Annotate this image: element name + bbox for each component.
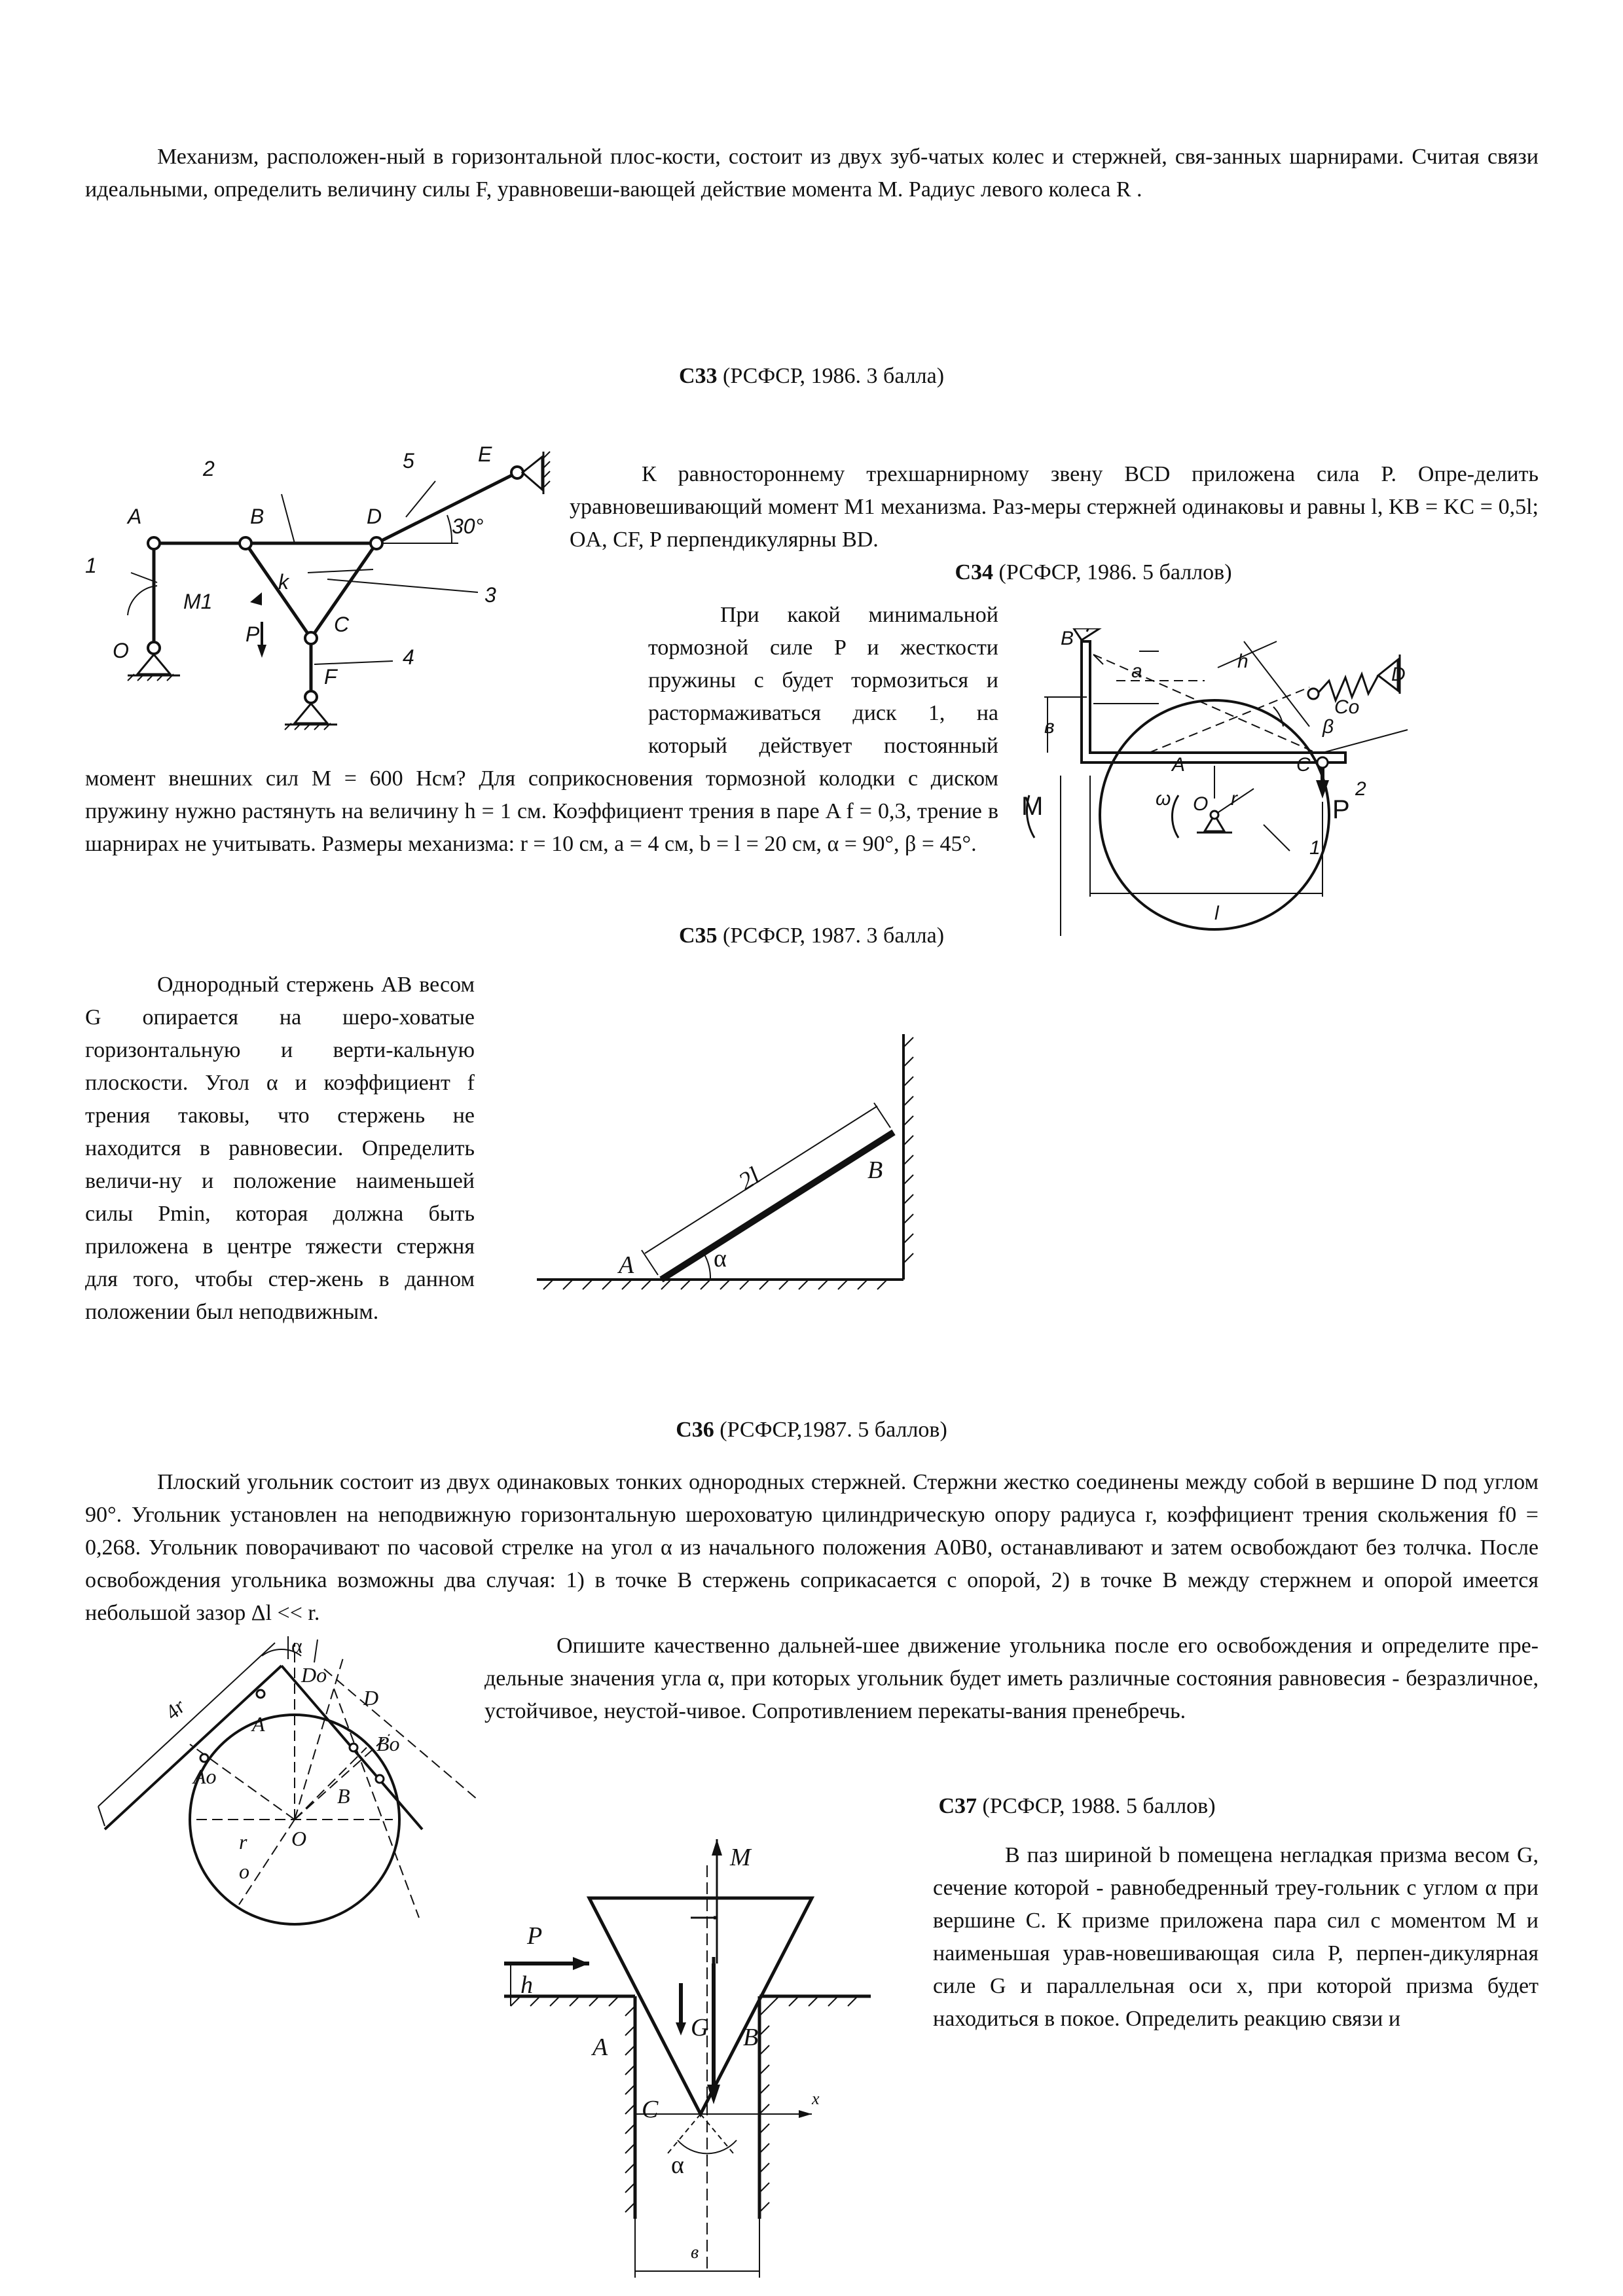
c34-label-M: M [1021, 792, 1044, 821]
c34-label-A: A [1172, 754, 1186, 776]
c35-label-B: B [867, 1157, 883, 1184]
c33-heading [0, 360, 1623, 393]
c34-label-2: 2 [1355, 778, 1366, 800]
c37-meta: (РСФСР, 1988. 5 баллов) [977, 1794, 1216, 1818]
c34-label-r: r [1231, 788, 1237, 810]
c35-paragraph: Однородный стержень AB весом G опирается на шеро-ховатые горизонтальную и верти-кальную плоскости. Угол α и коэффициент f трения таковы, что стержень не находится в равновесии. Определить величи-ну и положение наименьшей силы Pmin, которая должна быть приложена в центре тяжести стержня для того, чтобы стер-жень в данном положении был неподвижным. [85, 973, 475, 1324]
c33-label-P: P [246, 622, 260, 646]
intro-paragraph: Механизм, расположен-ный в горизонтальной плос-кости, состоит из двух зуб-чатых колес и стержней, свя-занных шарнирами. Считая связи идеальными, определить величину силы F, уравновеши-вающей действие момента M. Радиус левого колеса R . [85, 145, 1539, 202]
c37-label-x: x [812, 2089, 820, 2108]
c35-figure [524, 1021, 969, 1309]
c33-code: C33 [678, 364, 718, 388]
c36-label-A: A [252, 1712, 265, 1736]
c34-label-h: h [1237, 651, 1249, 672]
rod-left [105, 1666, 282, 1829]
c34-label-beta: β [1322, 716, 1334, 738]
c34-label-1: 1 [1309, 837, 1321, 859]
c37-label-M: M [730, 1844, 751, 1871]
c34-brake-diagram [1021, 628, 1440, 936]
c36-label-Bo: Bo [376, 1732, 400, 1755]
c34-label-C: C [1296, 754, 1311, 776]
c36-label-r: r [239, 1830, 247, 1854]
link-DE [376, 473, 517, 543]
c34-label-omega: ω [1156, 788, 1171, 810]
c36-label-O: O [291, 1827, 307, 1850]
c36-figure [92, 1630, 484, 1931]
c37-prism-diagram [491, 1826, 897, 2284]
c36-angle-diagram [92, 1630, 484, 1931]
prism [589, 1898, 812, 2114]
c37-code: C37 [938, 1794, 977, 1818]
c37-paragraph: В паз шириной b помещена негладкая призма весом G, сечение которой - равнобедренный треу-гольник с углом α при вершине C. К призме приложена пара сил с моментом M и наименьшая урав-новешивающая сила P, перпен-дикулярная силе G и параллельная оси x, при которой призма будет находиться в покое. Определить реакцию связи и [933, 1843, 1539, 2031]
c34-figure [1021, 628, 1440, 936]
c33-label-angle: 30° [452, 514, 484, 538]
c37-label-A: A [593, 2034, 608, 2061]
c34-heading [845, 556, 1342, 589]
c34-label-l: l [1214, 903, 1219, 924]
c33-label-k: k [278, 570, 289, 594]
c37-label-b: в [691, 2242, 699, 2263]
c33-label-A: A [128, 505, 142, 528]
c33-label-5: 5 [403, 449, 414, 473]
c35-code: C35 [678, 924, 718, 948]
c36-label-Ao: Ao [193, 1765, 217, 1788]
c35-heading [0, 920, 1623, 952]
c34-label-Co: Co [1334, 696, 1360, 718]
c36-label-length: 4r [160, 1694, 191, 1725]
c33-label-4: 4 [403, 645, 414, 669]
c34-paragraph-text: При какой минимальной тормозной силе P и жесткости пружины c будет тормозиться и растормаживаться диск 1, на который действует постоянный момент внешних сил M = 600 Нсм? Для соприкосновения тормозной колодки с диском пружину нужно растянуть на величину h = 1 см. Коэффициент трения в паре A f = 0,3, трение в шарнирах не учитывать. Размеры механизма: r = 10 см, a = 4 см, b = l = 20 см, α = 90°, β = 45°. [85, 603, 998, 856]
c36-code: C36 [676, 1418, 714, 1442]
c37-label-h: h [520, 1971, 533, 1999]
c33-label-B: B [250, 505, 264, 528]
c36-paragraph: Плоский угольник состоит из двух одинаковых тонких однородных стержней. Стержни жестко соединены между собой в вершине D под углом 90°. Угольник установлен на неподвижную горизонтальную шероховатую цилиндрическую опору радиуса r, коэффициент трения скольжения f0 = 0,268. Угольник поворачивают по часовой стрелке на угол α из начального положения A0B0, останавливают и затем освобождают без толчка. После освобождения угольника возможны два случая: 1) в точке B стержень соприкасается с опорой, 2) в точке B между стержнем и опорой имеется небольшой зазор Δl << r. [85, 1470, 1539, 1625]
c35-label-A: A [619, 1251, 634, 1279]
c36-meta: (РСФСР,1987. 5 баллов) [714, 1418, 947, 1442]
c33-meta: (РСФСР, 1986. 3 балла) [717, 364, 945, 388]
c34-label-P: P [1332, 795, 1350, 824]
c33-label-M1: M1 [183, 590, 213, 613]
c34-label-B: B [1061, 628, 1074, 649]
c33-paragraph: К равностороннему трехшарнирному звену BCD приложена сила P. Опре-делить уравновешивающий момент M1 механизма. Раз-меры стержней одинаковы и равны l, KB = KC = 0,5l; OA, CF, P перпендикулярны BD. [570, 462, 1539, 552]
c37-label-B: B [743, 2024, 759, 2051]
c34-label-D: D [1391, 664, 1406, 685]
c36-paragraph-2: Опишите качественно дальней-шее движение угольника после его освобождения и определите пре-дельные значения угла α, при которых угольник будет иметь различные состояния равновесия - безразличное, устойчивое, неустой-чивое. Сопротивлением перекаты-вания пренебречь. [484, 1634, 1539, 1723]
c34-label-b: в [1044, 716, 1055, 738]
c36-label-Do: Do [301, 1663, 327, 1687]
c36-heading [0, 1414, 1623, 1446]
c36-label-D: D [363, 1686, 379, 1710]
c35-label-length: 2l [733, 1162, 765, 1196]
c35-meta: (РСФСР, 1987. 3 балла) [717, 924, 945, 948]
c34-meta: (РСФСР, 1986. 5 баллов) [993, 560, 1232, 584]
c33-label-E: E [478, 442, 492, 466]
c34-label-a: a [1131, 660, 1142, 682]
c37-figure [491, 1826, 897, 2284]
c36-label-alpha: α [291, 1634, 302, 1657]
c36-label-o: o [239, 1859, 249, 1883]
c34-label-O: O [1193, 793, 1209, 815]
c34-paragraph [85, 599, 998, 900]
c33-label-F: F [324, 665, 337, 689]
c35-label-alpha: α [714, 1245, 727, 1272]
c33-label-1: 1 [85, 554, 97, 577]
c33-label-C: C [334, 613, 350, 636]
c36-label-B: B [337, 1784, 350, 1808]
c37-label-G: G [691, 2014, 709, 2041]
c33-label-D: D [367, 505, 382, 528]
c33-label-2: 2 [203, 457, 215, 480]
c37-label-alpha: α [671, 2151, 684, 2179]
c33-label-3: 3 [484, 583, 496, 607]
c34-code: C34 [955, 560, 994, 584]
c37-heading [812, 1790, 1342, 1823]
rod-AB [661, 1132, 894, 1280]
c35-rod-diagram [524, 1021, 969, 1309]
c33-label-O: O [113, 639, 129, 662]
c37-label-C: C [642, 2096, 659, 2123]
c37-label-P: P [527, 1922, 543, 1950]
